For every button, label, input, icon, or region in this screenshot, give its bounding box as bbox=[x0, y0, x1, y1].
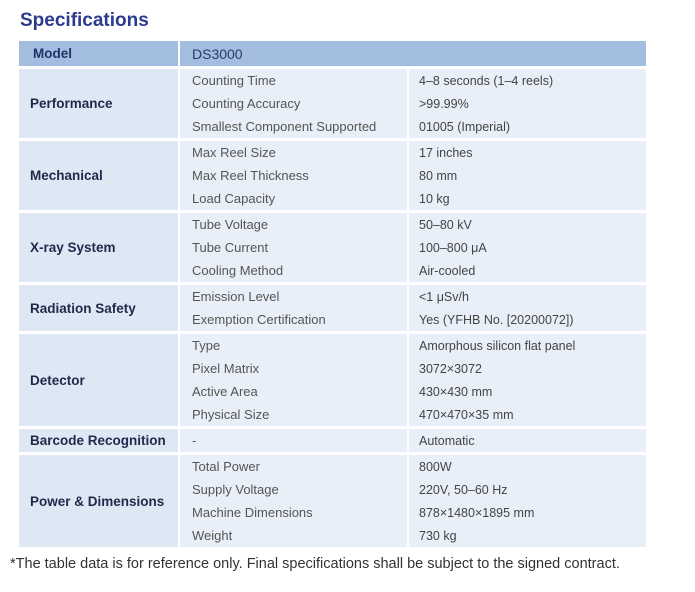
spec-key: Cooling Method bbox=[179, 259, 408, 284]
footnote: *The table data is for reference only. Final specifications shall be subject to the signed contract. bbox=[10, 556, 620, 572]
specifications-table-body bbox=[19, 41, 646, 547]
spec-value: 01005 (Imperial) bbox=[408, 115, 646, 140]
spec-key: Smallest Component Supported bbox=[179, 115, 408, 140]
spec-key: Load Capacity bbox=[179, 187, 408, 212]
category-label: X-ray System bbox=[19, 212, 179, 284]
spec-value: 80 mm bbox=[408, 164, 646, 187]
spec-row bbox=[19, 454, 646, 479]
category-label: Detector bbox=[19, 333, 179, 428]
spec-key: Counting Time bbox=[179, 68, 408, 93]
spec-value: Automatic bbox=[408, 428, 646, 454]
spec-key: Type bbox=[179, 333, 408, 358]
spec-value: >99.99% bbox=[408, 92, 646, 115]
category-label: Mechanical bbox=[19, 140, 179, 212]
spec-value: Amorphous silicon flat panel bbox=[408, 333, 646, 358]
spec-row bbox=[19, 140, 646, 165]
model-value: DS3000 bbox=[179, 41, 646, 68]
model-row bbox=[19, 41, 646, 68]
page-title: Specifications bbox=[20, 10, 149, 31]
spec-key: - bbox=[179, 428, 408, 454]
spec-key: Exemption Certification bbox=[179, 308, 408, 333]
spec-row bbox=[19, 333, 646, 358]
spec-key: Max Reel Size bbox=[179, 140, 408, 165]
spec-key: Tube Current bbox=[179, 236, 408, 259]
spec-key: Active Area bbox=[179, 380, 408, 403]
category-label: Radiation Safety bbox=[19, 284, 179, 333]
spec-value: 878×1480×1895 mm bbox=[408, 501, 646, 524]
spec-value: 430×430 mm bbox=[408, 380, 646, 403]
category-label: Performance bbox=[19, 68, 179, 140]
spec-value: 4–8 seconds (1–4 reels) bbox=[408, 68, 646, 93]
spec-value: 730 kg bbox=[408, 524, 646, 547]
spec-key: Counting Accuracy bbox=[179, 92, 408, 115]
spec-value: 100–800 μA bbox=[408, 236, 646, 259]
spec-value: 800W bbox=[408, 454, 646, 479]
spec-row bbox=[19, 68, 646, 93]
specifications-table bbox=[19, 41, 646, 547]
category-label: Power & Dimensions bbox=[19, 454, 179, 548]
spec-value: 3072×3072 bbox=[408, 357, 646, 380]
spec-key: Physical Size bbox=[179, 403, 408, 428]
spec-value: 50–80 kV bbox=[408, 212, 646, 237]
model-label: Model bbox=[19, 41, 179, 68]
spec-row bbox=[19, 428, 646, 454]
category-label: Barcode Recognition bbox=[19, 428, 179, 454]
spec-value: Yes (YFHB No. [20200072]) bbox=[408, 308, 646, 333]
spec-value: 220V, 50–60 Hz bbox=[408, 478, 646, 501]
spec-key: Max Reel Thickness bbox=[179, 164, 408, 187]
spec-value: <1 μSv/h bbox=[408, 284, 646, 309]
spec-value: 10 kg bbox=[408, 187, 646, 212]
spec-key: Pixel Matrix bbox=[179, 357, 408, 380]
spec-key: Emission Level bbox=[179, 284, 408, 309]
spec-key: Weight bbox=[179, 524, 408, 547]
spec-value: Air-cooled bbox=[408, 259, 646, 284]
spec-key: Machine Dimensions bbox=[179, 501, 408, 524]
spec-key: Supply Voltage bbox=[179, 478, 408, 501]
spec-key: Total Power bbox=[179, 454, 408, 479]
spec-value: 17 inches bbox=[408, 140, 646, 165]
spec-key: Tube Voltage bbox=[179, 212, 408, 237]
spec-value: 470×470×35 mm bbox=[408, 403, 646, 428]
spec-row bbox=[19, 284, 646, 309]
spec-row bbox=[19, 212, 646, 237]
